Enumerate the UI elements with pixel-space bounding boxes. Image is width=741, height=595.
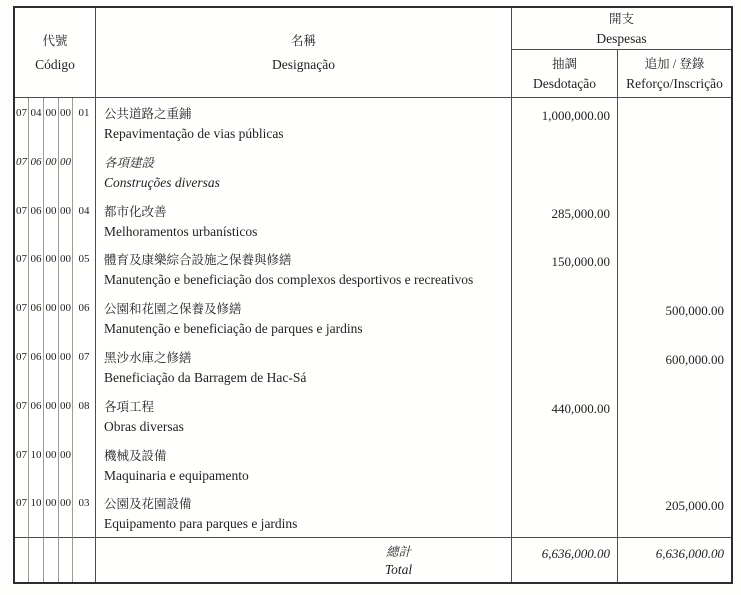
header-code-pt: Código	[35, 56, 75, 72]
code-cell: 00	[59, 196, 73, 245]
budget-table	[13, 6, 733, 584]
code-cell: 06	[29, 244, 44, 293]
code-cell: 00	[59, 244, 73, 293]
code-cell: 07	[78, 350, 90, 363]
designation-zh: 體育及康樂綜合設施之保養與修繕	[104, 253, 292, 268]
desdotacao-amount	[511, 293, 617, 342]
code-cell: 00	[59, 98, 73, 147]
designation-cell	[95, 244, 511, 293]
code-cell: 00	[44, 196, 59, 245]
code-cell: 07	[15, 488, 29, 537]
designation-zh: 公園和花園之保養及修繕	[104, 302, 242, 317]
designation-zh: 各項工程	[104, 399, 155, 414]
designation-cell	[95, 440, 511, 489]
designation-cell	[95, 147, 511, 196]
code-cell: 04	[78, 204, 90, 217]
code-cell	[73, 147, 95, 196]
designation-pt: Construções diversas	[104, 174, 220, 190]
code-cell: 07	[15, 98, 29, 147]
header-desdotacao-zh: 抽調	[551, 56, 577, 71]
total-reforco: 6,636,000.00	[617, 537, 731, 582]
designation-zh: 都市化改善	[104, 204, 167, 219]
code-cell: 06	[29, 293, 44, 342]
header-designation	[95, 8, 511, 98]
total-label-pt: Total	[384, 562, 413, 578]
designation-pt: Beneficiação da Barragem de Hac-Sá	[104, 369, 307, 385]
reforco-amount	[617, 391, 731, 440]
total-label	[95, 537, 511, 582]
code-cell: 10	[29, 488, 44, 537]
designation-zh: 公園及花園設備	[104, 497, 192, 512]
code-cell: 00	[44, 440, 59, 489]
desdotacao-amount: 285,000.00	[511, 196, 617, 245]
code-cell: 06	[29, 196, 44, 245]
header-reforco	[617, 50, 731, 97]
designation-pt: Equipamento para parques e jardins	[104, 516, 298, 532]
desdotacao-amount: 1,000,000.00	[511, 98, 617, 147]
reforco-amount	[617, 244, 731, 293]
desdotacao-amount: 150,000.00	[511, 244, 617, 293]
code-cell: 07	[15, 244, 29, 293]
reforco-amount	[617, 440, 731, 489]
code-cell: 00	[59, 342, 73, 391]
designation-cell	[95, 342, 511, 391]
desdotacao-amount	[511, 488, 617, 537]
code-cell: 01	[78, 107, 90, 119]
code-cell: 00	[59, 293, 73, 342]
reforco-amount	[617, 147, 731, 196]
desdotacao-amount	[511, 147, 617, 196]
desdotacao-amount	[511, 440, 617, 489]
code-cell: 06	[29, 391, 44, 440]
header-code-zh: 代號	[42, 33, 68, 48]
header-expenses-pt: Despesas	[596, 30, 647, 46]
designation-pt: Obras diversas	[104, 418, 184, 434]
header-reforco-pt: Reforço/Inscrição	[626, 75, 723, 91]
code-cell: 06	[29, 147, 44, 196]
designation-zh: 公共道路之重鋪	[104, 107, 192, 121]
reforco-amount	[617, 196, 731, 245]
header-designation-pt: Designação	[272, 56, 335, 72]
code-cell	[44, 537, 59, 582]
code-cell: 08	[78, 399, 90, 412]
designation-cell	[95, 391, 511, 440]
code-cell: 07	[15, 196, 29, 245]
designation-cell	[95, 293, 511, 342]
code-cell	[59, 537, 73, 582]
header-desdotacao-pt: Desdotação	[533, 75, 596, 91]
designation-cell	[95, 98, 511, 147]
code-cell: 10	[29, 440, 44, 489]
code-cell: 03	[78, 497, 90, 510]
code-cell: 00	[44, 98, 59, 147]
code-cell: 05	[78, 253, 90, 266]
total-label-zh: 總計	[385, 545, 411, 560]
code-cell: 00	[59, 147, 73, 196]
designation-zh: 機械及設備	[104, 448, 167, 463]
header-reforco-zh: 追加 / 登錄	[644, 56, 705, 71]
designation-zh: 各項建設	[104, 155, 155, 170]
header-expenses-subcolumns	[512, 50, 731, 97]
code-cell	[15, 537, 29, 582]
desdotacao-amount: 440,000.00	[511, 391, 617, 440]
designation-cell	[95, 196, 511, 245]
code-cell: 00	[59, 488, 73, 537]
code-cell: 04	[29, 98, 44, 147]
designation-cell	[95, 488, 511, 537]
code-cell: 06	[29, 342, 44, 391]
code-cell	[73, 440, 95, 489]
total-desdotacao: 6,636,000.00	[511, 537, 617, 582]
designation-pt: Manutenção e beneficiação dos complexos desportivos e recreativos	[104, 272, 474, 288]
code-cell: 00	[59, 391, 73, 440]
designation-zh: 黑沙水庫之修繕	[104, 350, 192, 365]
desdotacao-amount	[511, 342, 617, 391]
code-cell: 00	[44, 488, 59, 537]
code-cell: 00	[44, 147, 59, 196]
code-cell: 07	[15, 293, 29, 342]
header-expenses	[511, 8, 731, 98]
reforco-amount	[617, 98, 731, 147]
reforco-amount: 205,000.00	[617, 488, 731, 537]
reforco-amount: 600,000.00	[617, 342, 731, 391]
header-expenses-title	[512, 8, 731, 50]
code-cell	[29, 537, 44, 582]
code-cell: 00	[59, 440, 73, 489]
designation-pt: Maquinaria e equipamento	[104, 467, 249, 483]
code-cell: 07	[15, 391, 29, 440]
code-cell: 06	[78, 302, 90, 315]
code-cell: 00	[44, 293, 59, 342]
code-cell: 07	[15, 147, 29, 196]
code-cell: 00	[44, 391, 59, 440]
code-cell: 07	[15, 342, 29, 391]
designation-pt: Repavimentação de vias públicas	[104, 126, 284, 141]
code-cell: 07	[15, 440, 29, 489]
code-cell	[73, 537, 95, 582]
code-cell: 00	[44, 342, 59, 391]
header-expenses-zh: 開支	[608, 11, 634, 26]
code-cell: 00	[44, 244, 59, 293]
header-code	[15, 8, 95, 98]
header-designation-zh: 名稱	[290, 33, 316, 48]
designation-pt: Melhoramentos urbanísticos	[104, 223, 258, 239]
header-desdotacao	[512, 50, 617, 97]
designation-pt: Manutenção e beneficiação de parques e jardins	[104, 321, 363, 337]
reforco-amount: 500,000.00	[617, 293, 731, 342]
